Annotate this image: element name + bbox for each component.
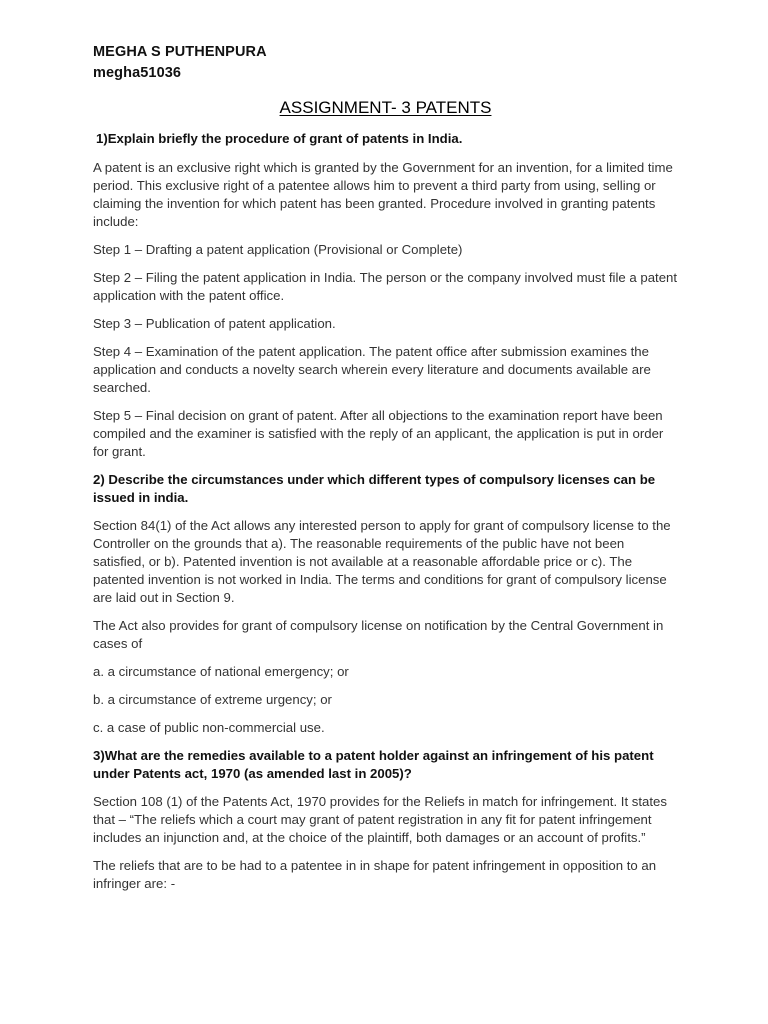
q2-paragraph-1: Section 84(1) of the Act allows any interested person to apply for grant of compulsory license to the Controller on the grounds that a). The reasonable requirements of the public have not been satisfied, or b). Patented invention is not available at a reasonable affordable price or c). The patented invention is not worked in India. The terms and conditions for grant of compulsory license are laid out in Section 9. [93,518,671,605]
question-2: 2) Describe the circumstances under which different types of compulsory licenses can be issued in india. [93,472,656,505]
question-1: 1)Explain briefly the procedure of grant of patents in India. [96,131,463,146]
q3-paragraph-1: Section 108 (1) of the Patents Act, 1970 provides for the Reliefs in match for infringement. It states that – “The reliefs which a court may grant of patent registration in any fit for patent infringement includes an injunction and, at the choice of the plaintiff, both damages or an account of profits.” [93,794,667,845]
document-page [93,42,678,893]
document-title [93,96,678,120]
q2-item-a: a. a circumstance of national emergency; or [93,664,349,679]
question-3: 3)What are the remedies available to a patent holder against an infringement of his patent under Patents act, 1970 (as amended last in 2005)? [93,748,654,781]
document-title-text: ASSIGNMENT- 3 PATENTS [279,98,492,117]
q1-step-2: Step 2 – Filing the patent application in India. The person or the company involved must file a patent application with the patent office. [93,270,678,303]
q2-paragraph-2: The Act also provides for grant of compulsory license on notification by the Central Government in cases of [93,618,664,651]
q1-step-4: Step 4 – Examination of the patent application. The patent office after submission examines the application and conducts a novelty search wherein every literature and documents available are searched. [93,344,651,395]
q1-step-1: Step 1 – Drafting a patent application (Provisional or Complete) [93,242,463,257]
q2-item-c: c. a case of public non-commercial use. [93,720,325,735]
q3-paragraph-2: The reliefs that are to be had to a patentee in in shape for patent infringement in opposition to an infringer are: - [93,858,657,891]
q2-item-b: b. a circumstance of extreme urgency; or [93,692,332,707]
q1-step-5: Step 5 – Final decision on grant of patent. After all objections to the examination report have been compiled and the examiner is satisfied with the reply of an applicant, the application is put in order for grant. [93,408,664,459]
q1-intro-paragraph: A patent is an exclusive right which is granted by the Government for an invention, for a limited time period. This exclusive right of a patentee allows him to prevent a third party from using, selling or claiming the invention for which patent has been granted. Procedure involved in granting patents include: [93,160,673,229]
q1-step-3: Step 3 – Publication of patent application. [93,316,336,331]
author-id: megha51036 [93,65,182,81]
author-name: MEGHA S PUTHENPURA [93,44,267,60]
